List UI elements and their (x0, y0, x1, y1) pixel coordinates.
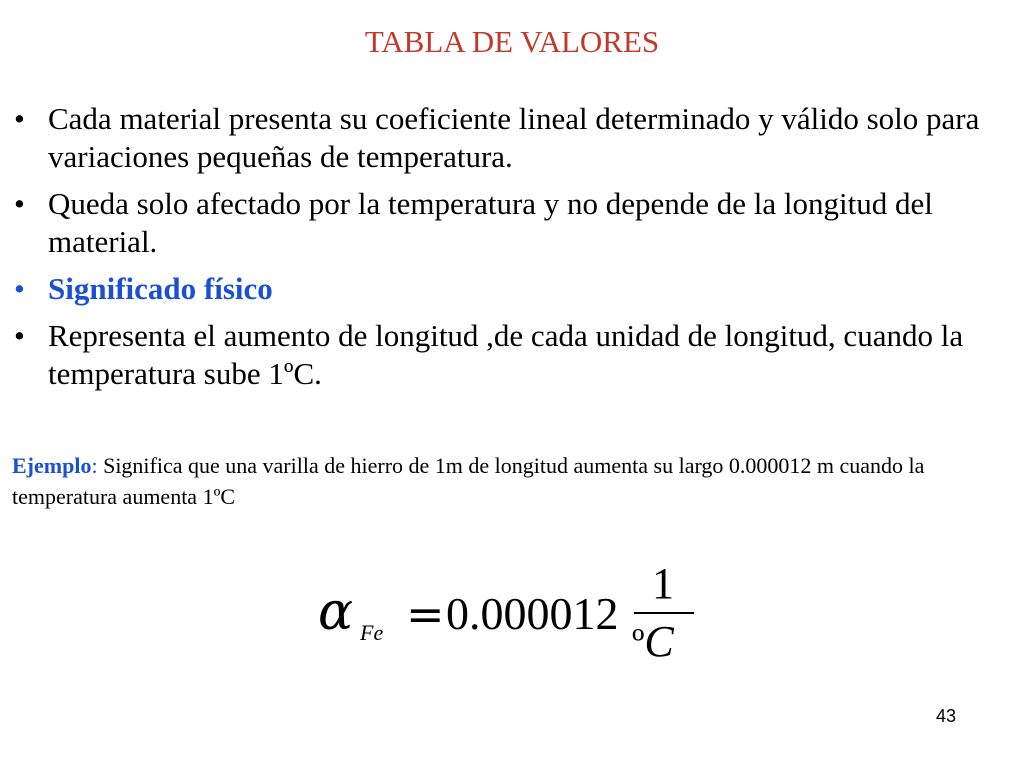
bullet-text: Cada material presenta su coeficiente lineal determinado y válido solo para variaciones pequeñas de temperatura. (48, 101, 980, 174)
formula-equals: = (406, 587, 445, 641)
example-label: Ejemplo (12, 453, 92, 478)
page-number: 43 (936, 706, 957, 726)
bullet-item (14, 185, 999, 261)
bullet-text: Significado físico (48, 271, 273, 306)
bullet-item-highlight (14, 270, 999, 308)
bullet-item (14, 317, 999, 393)
bullet-dot: • (14, 271, 25, 306)
formula-denominator (632, 616, 674, 669)
example-text: Significa que una varilla de hierro de 1m de longitud aumenta su largo 0.000012 m cuando la temperatura aumenta 1ºC (12, 453, 925, 509)
example-colon: : (91, 453, 98, 478)
formula-numerator: 1 (652, 559, 674, 608)
degree-symbol: º (632, 620, 645, 665)
celsius-unit: C (644, 617, 674, 666)
bullet-list (14, 100, 999, 402)
bullet-item (14, 100, 999, 176)
bullet-text: Queda solo afectado por la temperatura y no depende de la longitud del material. (48, 186, 933, 259)
bullet-dot: • (14, 186, 25, 221)
formula (318, 559, 718, 672)
fraction-bar (634, 612, 694, 614)
bullet-dot: • (14, 318, 25, 353)
bullet-dot: • (14, 101, 25, 136)
formula-alpha: α (318, 582, 354, 642)
formula-coefficient: 0.000012 (446, 588, 619, 639)
slide-title: TABLA DE VALORES (364, 24, 660, 59)
bullet-text: Representa el aumento de longitud ,de cada unidad de longitud, cuando la temperatura sube 1ºC. (48, 318, 964, 391)
example-paragraph (12, 450, 1002, 512)
formula-subscript: Fe (360, 620, 384, 645)
